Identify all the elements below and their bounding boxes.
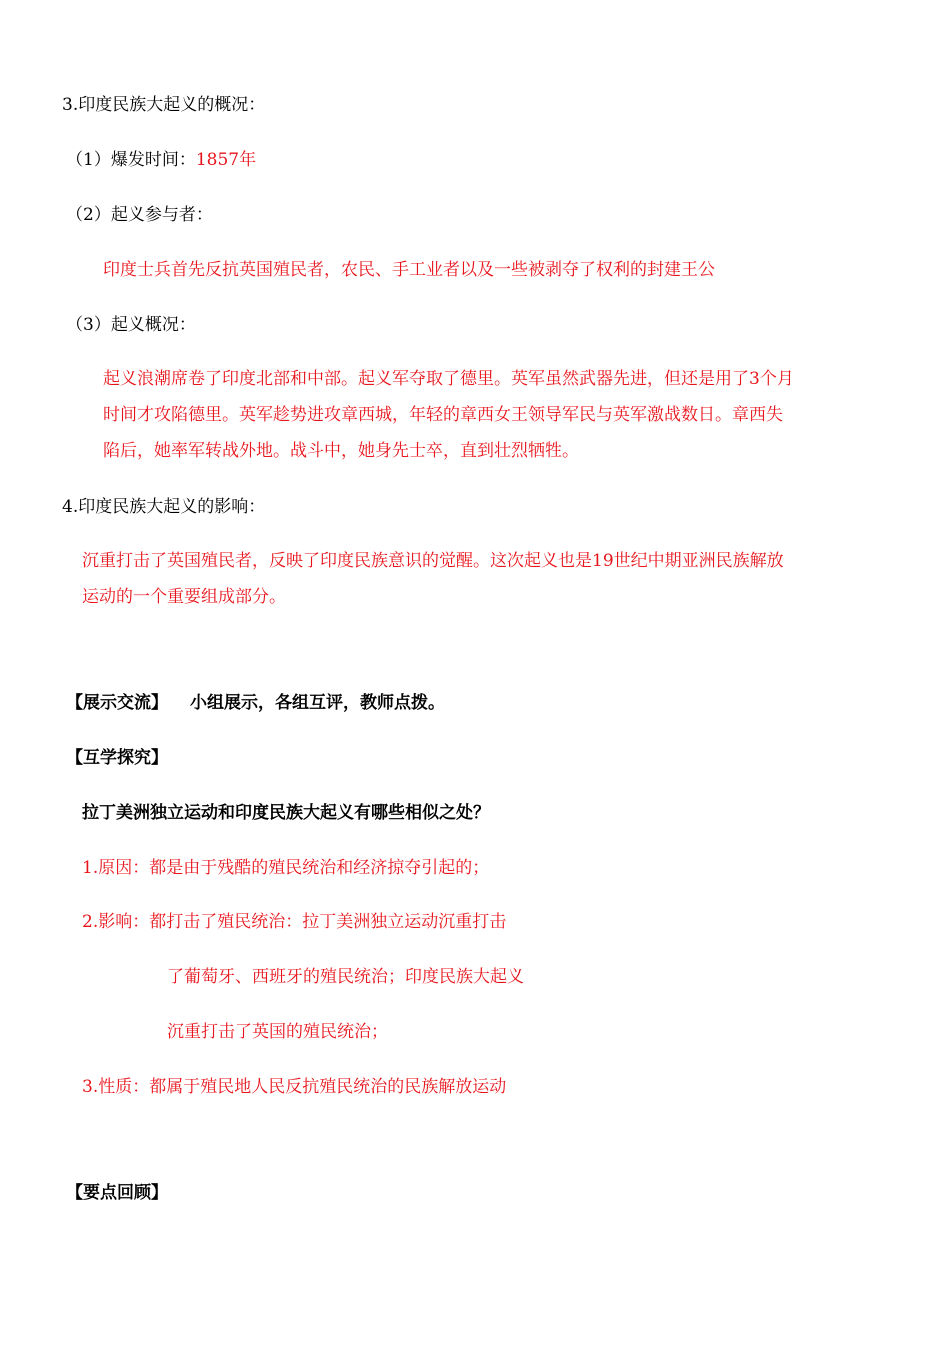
participants-value: 印度士兵首先反抗英国殖民者，农民、手工业者以及一些被剥夺了权利的封建王公 <box>103 260 715 280</box>
answer-influence: 2.影响：都打击了殖民统治：拉丁美洲独立运动沉重打击 <box>82 912 507 932</box>
overview-line: 时间才攻陷德里。英军趁势进攻章西城，年轻的章西女王领导军民与英军激战数日。章西失 <box>103 405 783 425</box>
overview-line: 陷后，她率军转战外地。战斗中，她身先士卒，直到壮烈牺牲。 <box>103 441 579 461</box>
burst-time-row <box>66 148 256 172</box>
section4-heading: 4.印度民族大起义的影响： <box>62 497 266 517</box>
answer-influence-cont: 沉重打击了英国的殖民统治； <box>167 1022 388 1042</box>
influence-line: 沉重打击了英国殖民者，反映了印度民族意识的觉醒。这次起义也是19世纪中期亚洲民族解放 <box>82 551 784 571</box>
burst-time-label: （1）爆发时间： <box>66 150 196 170</box>
participants-label: （2）起义参与者： <box>66 205 213 225</box>
answer-influence-cont: 了葡萄牙、西班牙的殖民统治；印度民族大起义 <box>167 967 524 987</box>
burst-time-value: 1857年 <box>195 150 257 170</box>
inquiry-tag: 【互学探究】 <box>66 748 168 768</box>
display-exchange-text: 小组展示，各组互评，教师点拨。 <box>190 693 445 713</box>
influence-line: 运动的一个重要组成部分。 <box>82 587 286 607</box>
overview-line: 起义浪潮席卷了印度北部和中部。起义军夺取了德里。英军虽然武器先进，但还是用了3个月 <box>103 369 794 389</box>
inquiry-question: 拉丁美洲独立运动和印度民族大起义有哪些相似之处？ <box>82 803 490 823</box>
review-tag: 【要点回顾】 <box>66 1183 168 1203</box>
display-exchange-tag: 【展示交流】 <box>66 693 168 713</box>
display-exchange-row <box>66 691 445 715</box>
answer-reason: 1.原因：都是由于残酷的殖民统治和经济掠夺引起的； <box>82 858 490 878</box>
answer-nature: 3.性质：都属于殖民地人民反抗殖民统治的民族解放运动 <box>82 1077 507 1097</box>
overview-label: （3）起义概况： <box>66 315 196 335</box>
section3-heading: 3.印度民族大起义的概况： <box>62 95 266 115</box>
